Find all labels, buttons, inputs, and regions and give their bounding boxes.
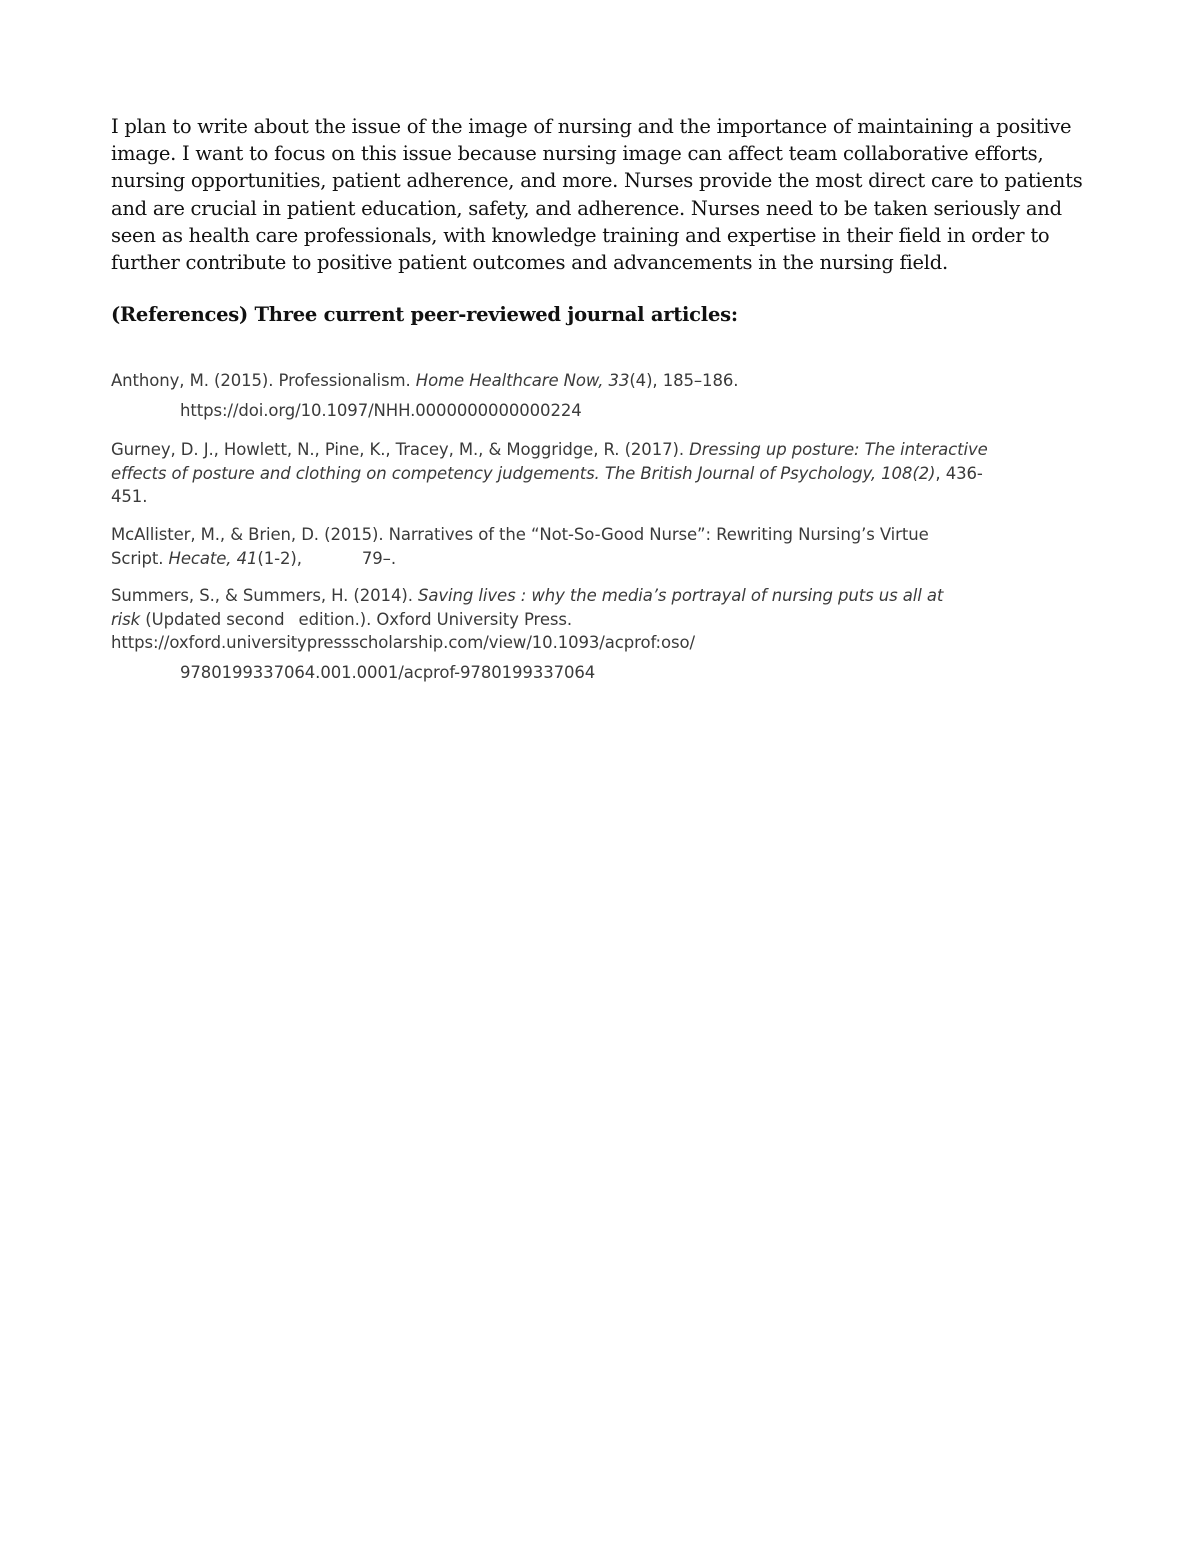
reference-url-link[interactable]: 9780199337064.001.0001/acprof-9780199337064 — [180, 662, 596, 682]
reference-entry — [111, 369, 1071, 422]
reference-text: McAllister, M., & Brien, D. (2015). Narratives of the “Not-So-Good Nurse”: Rewriting Nursing’s Virtue — [111, 525, 929, 544]
reference-text: 79–. — [361, 548, 396, 568]
reference-text: 451. — [111, 487, 148, 506]
reference-text: , 436- — [935, 463, 983, 483]
reference-title: effects of posture and clothing on competency judgements. The British Journal of Psychology, 108(2) — [111, 463, 936, 483]
reference-title: Saving lives : why the media’s portrayal of nursing puts us all at — [417, 586, 944, 605]
reference-text: Gurney, D. J., Howlett, N., Pine, K., Tracey, M., & Moggridge, R. (2017). — [111, 440, 690, 459]
reference-title: Dressing up posture: The interactive — [689, 440, 988, 459]
reference-text: Anthony, M. (2015). Professionalism. — [111, 371, 416, 390]
reference-journal: Hecate, 41 — [168, 548, 258, 568]
reference-entry — [111, 523, 1071, 570]
reference-text: (Updated second — [140, 609, 285, 629]
reference-entry — [111, 584, 1071, 684]
reference-url-link[interactable]: https://oxford.universitypressscholarship.com/view/10.1093/acprof:oso/ — [111, 633, 695, 652]
intro-paragraph: I plan to write about the issue of the image of nursing and the importance of maintaining a positive image. I want to focus on this issue because nursing image can affect team collaborative efforts, nursing opportunities, patient adherence, and more. Nurses provide the most direct care to patients and are crucial in patient education, safety, and adherence. Nurses need to be taken seriously and seen as health care professionals, with knowledge training and expertise in their field in order to further contribute to positive patient outcomes and advancements in the nursing field. — [111, 115, 1083, 275]
reference-text: (1-2), — [257, 548, 302, 568]
reference-text: Script. — [111, 548, 169, 568]
reference-doi-link[interactable]: https://doi.org/10.1097/NHH.0000000000000224 — [180, 400, 582, 420]
reference-text: Summers, S., & Summers, H. (2014). — [111, 586, 418, 605]
references-heading: (References) Three current peer-reviewed journal articles: — [111, 303, 738, 326]
reference-text: edition.). Oxford University Press. — [298, 609, 573, 629]
reference-title: risk — [111, 609, 141, 629]
reference-text: (4), 185–186. — [629, 371, 739, 390]
reference-entry — [111, 438, 1071, 509]
reference-journal: Home Healthcare Now, 33 — [415, 371, 630, 390]
